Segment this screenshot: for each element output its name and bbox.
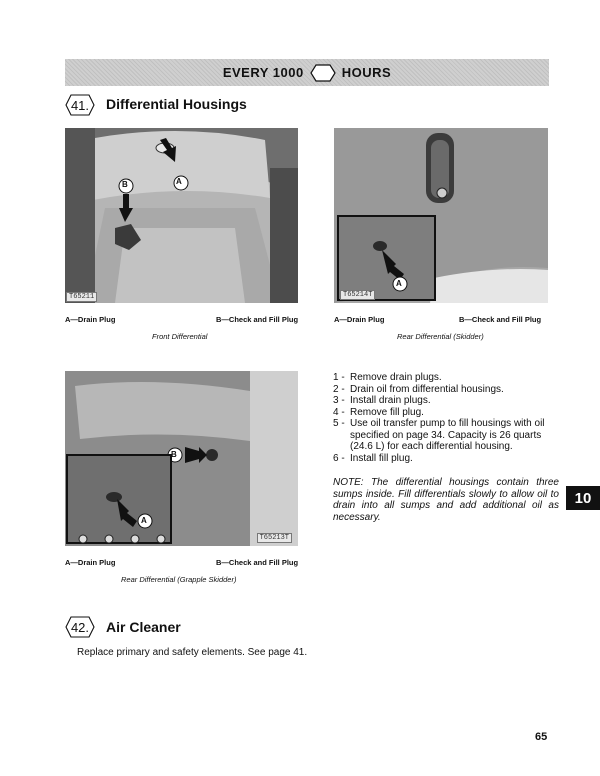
photo2-caption-a: A—Drain Plug bbox=[334, 315, 385, 324]
rear-differential-skidder-photo bbox=[334, 128, 548, 303]
front-differential-photo bbox=[65, 128, 298, 303]
photo-stamp: T65211 bbox=[66, 292, 97, 302]
callout-b: B bbox=[122, 180, 128, 189]
photo1-subcaption: Front Differential bbox=[152, 332, 208, 341]
section-42-number: 42. bbox=[65, 616, 95, 638]
list-item: 1 - Remove drain plugs. bbox=[333, 372, 442, 383]
header-left-text: EVERY 1000 bbox=[222, 65, 304, 80]
page-number: 65 bbox=[535, 731, 548, 743]
photo2-caption-b: B—Check and Fill Plug bbox=[459, 315, 542, 324]
photo-stamp: T65214T bbox=[340, 290, 375, 300]
callout-a: A bbox=[141, 516, 147, 525]
rear-differential-grapple-photo bbox=[65, 371, 298, 546]
photo3-caption-b: B—Check and Fill Plug bbox=[216, 558, 299, 567]
photo-stamp: T65213T bbox=[257, 533, 292, 543]
photo2-subcaption: Rear Differential (Skidder) bbox=[397, 332, 484, 341]
section-tab: 10 bbox=[566, 486, 600, 510]
photo3-caption-a: A—Drain Plug bbox=[65, 558, 116, 567]
note-text: NOTE: The differential housings contain three sumps inside. Fill differentials slowly to allow oil to drain into all sumps and add additional oil as necessary. bbox=[333, 477, 559, 523]
callout-b: B bbox=[171, 450, 177, 459]
photo1-caption-b: B—Check and Fill Plug bbox=[216, 315, 299, 324]
section-41-number: 41. bbox=[65, 94, 95, 116]
list-item: 3 - Install drain plugs. bbox=[333, 395, 431, 406]
section-42-title: Air Cleaner bbox=[106, 619, 181, 635]
list-item: 6 - Install fill plug. bbox=[333, 452, 413, 464]
list-item: 5 - Use oil transfer pump to fill housings with oil specified on page 34. Capacity is 26 quarts (24.6 L) for each differential housing. bbox=[333, 418, 545, 452]
hour-meter-icon bbox=[310, 64, 336, 82]
list-item: 2 - Drain oil from differential housings. bbox=[333, 383, 504, 395]
photo3-subcaption: Rear Differential (Grapple Skidder) bbox=[121, 575, 237, 584]
procedure-steps bbox=[333, 372, 559, 464]
photo1-caption-a: A—Drain Plug bbox=[65, 315, 116, 324]
section-41-title: Differential Housings bbox=[106, 96, 247, 112]
callout-a: A bbox=[176, 177, 182, 186]
list-item: 4 - Remove fill plug. bbox=[333, 406, 424, 418]
callout-a: A bbox=[396, 279, 402, 288]
header-right-text: HOURS bbox=[341, 65, 392, 80]
section-42-body: Replace primary and safety elements. See page 41. bbox=[77, 647, 308, 658]
header-banner bbox=[65, 59, 549, 86]
